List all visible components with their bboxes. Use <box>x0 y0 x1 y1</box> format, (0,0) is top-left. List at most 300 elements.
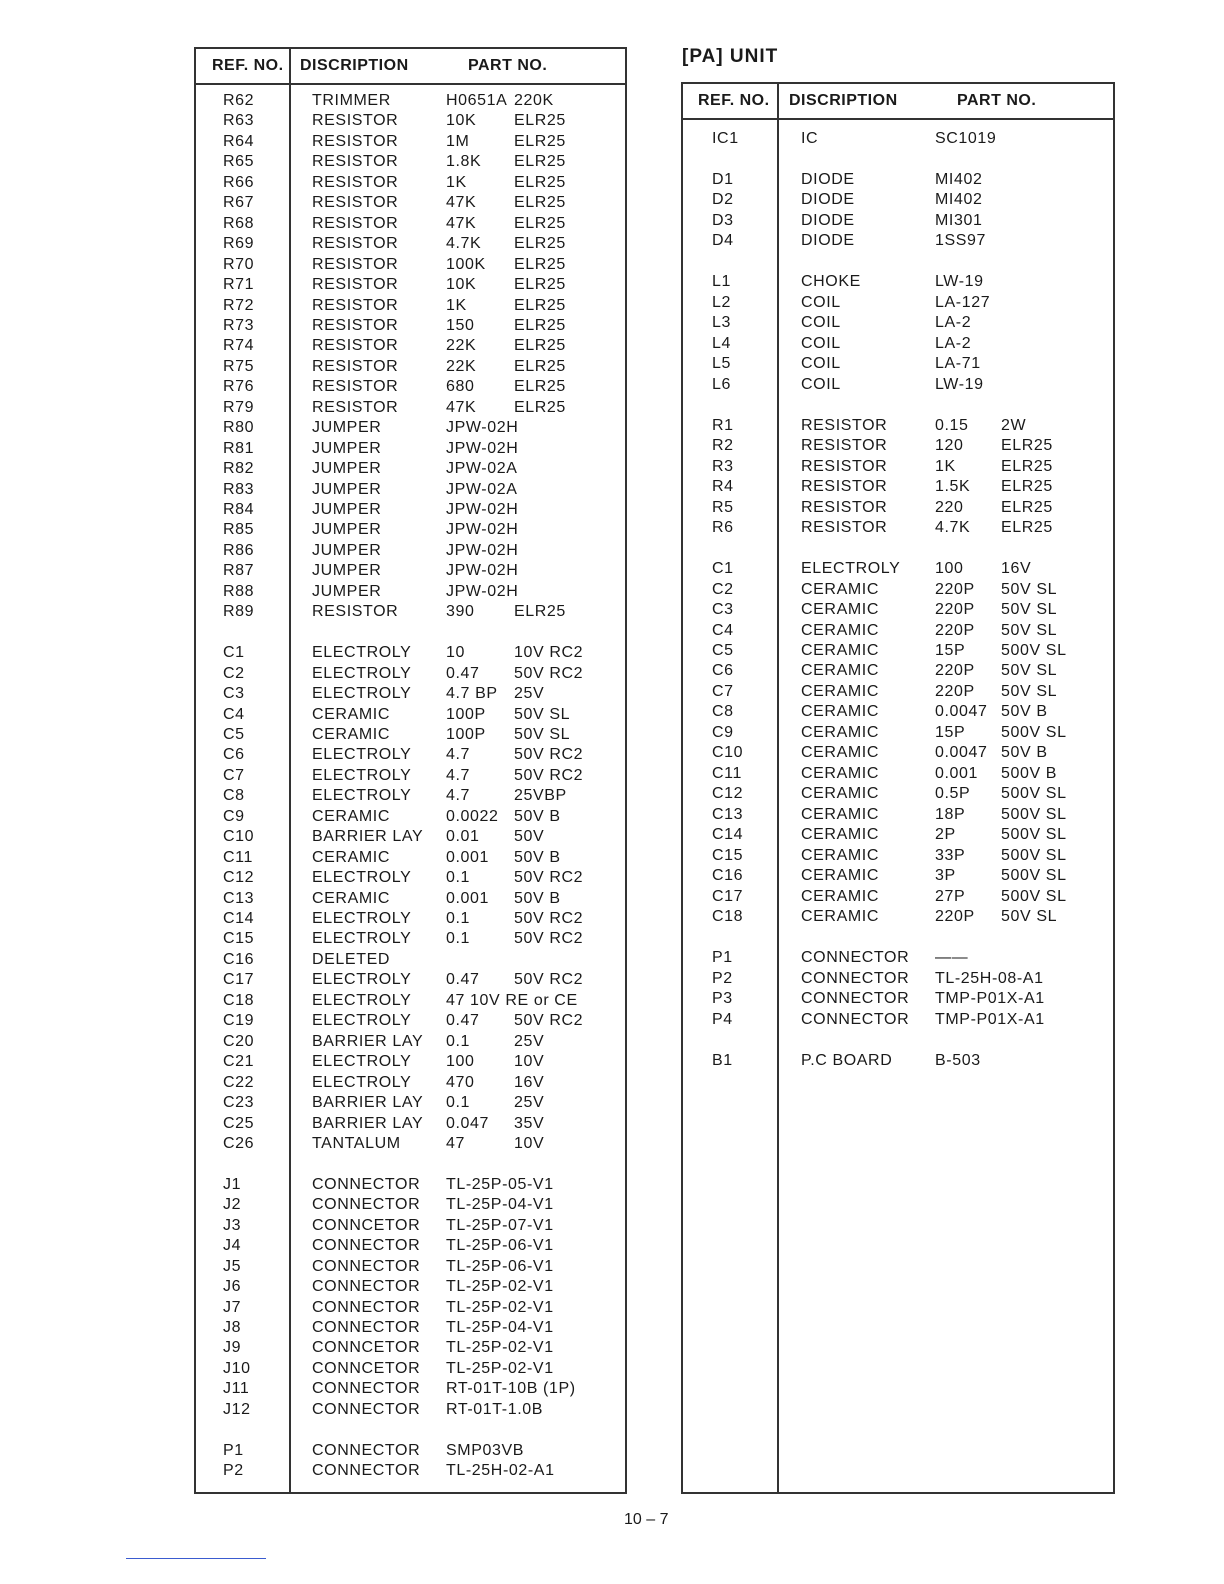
table-row <box>196 849 625 869</box>
table-row <box>196 746 625 766</box>
cell-ref: J2 <box>223 1196 242 1214</box>
table-row <box>683 765 1113 785</box>
table-row <box>196 583 625 603</box>
table-row <box>196 828 625 848</box>
cell-spec: ELR25 <box>1001 519 1053 537</box>
cell-part: LA-127 <box>935 293 991 311</box>
part-no-header: PART NO. <box>468 57 548 74</box>
cell-part: RT-01T-1.0B <box>446 1400 544 1418</box>
cell-spec: 50V RC2 <box>514 869 584 887</box>
cell-part: 3P <box>935 867 956 885</box>
cell-part: TL-25P-02-V1 <box>446 1298 554 1316</box>
table-row <box>196 1094 625 1114</box>
cell-part: 1K <box>446 296 467 314</box>
cell-part: 0.0047 <box>935 744 988 762</box>
cell-spec: ELR25 <box>514 276 566 294</box>
cell-part: 0.0047 <box>935 703 988 721</box>
cell-spec: 50V SL <box>1001 662 1058 680</box>
cell-desc: ELECTROLY <box>801 560 901 578</box>
cell-spec: 50V RC2 <box>514 664 584 682</box>
cell-ref: R3 <box>712 457 734 475</box>
cell-desc: COIL <box>801 355 841 373</box>
cell-spec: 500V SL <box>1001 642 1067 659</box>
cell-ref: C22 <box>223 1073 255 1091</box>
cell-part: 1M <box>446 132 470 150</box>
cell-desc: JUMPER <box>312 562 382 580</box>
cell-part: TL-25P-02-V1 <box>446 1359 554 1377</box>
cell-desc: RESISTOR <box>312 398 399 416</box>
cell-part: 1SS97 <box>935 232 987 250</box>
cell-ref: L5 <box>712 355 731 373</box>
cell-ref: L6 <box>712 375 731 393</box>
cell-part: JPW-02H <box>446 562 519 580</box>
spacer-row <box>683 1031 1113 1051</box>
cell-spec: ELR25 <box>514 316 566 334</box>
spacer-row <box>683 396 1113 416</box>
cell-ref: D2 <box>712 191 734 209</box>
cell-ref: J11 <box>223 1380 250 1398</box>
cell-ref: C1 <box>712 560 734 578</box>
cell-desc: TRIMMER <box>312 92 391 109</box>
cell-part: JPW-02H <box>446 521 519 539</box>
cell-spec: 25VBP <box>514 787 567 805</box>
cell-desc: RESISTOR <box>312 153 399 171</box>
table-row <box>196 235 625 255</box>
cell-spec: 50V RC2 <box>514 746 584 764</box>
table-row <box>683 724 1113 744</box>
table-row <box>683 560 1113 580</box>
cell-ref: R69 <box>223 235 255 253</box>
cell-part: JPW-02H <box>446 582 519 600</box>
cell-part: 0.15 <box>935 416 969 434</box>
cell-desc: DELETED <box>312 950 390 968</box>
cell-desc: CONNECTOR <box>312 1380 421 1398</box>
table-row <box>196 1176 625 1196</box>
cell-desc: JUMPER <box>312 541 382 559</box>
table-row <box>196 1053 625 1073</box>
cell-part: 220P <box>935 580 975 598</box>
cell-spec: ELR25 <box>514 153 566 171</box>
cell-desc: CONNECTOR <box>801 990 910 1008</box>
cell-part: TMP-P01X-A1 <box>935 990 1045 1008</box>
cell-spec: ELR25 <box>514 194 566 212</box>
table-row <box>683 703 1113 723</box>
cell-ref: C7 <box>712 682 734 700</box>
cell-ref: R5 <box>712 498 734 516</box>
cell-ref: R82 <box>223 460 255 478</box>
cell-spec: ELR25 <box>514 112 566 130</box>
cell-ref: R85 <box>223 521 255 539</box>
cell-desc: JUMPER <box>312 480 382 498</box>
table-row <box>683 744 1113 764</box>
cell-desc: ELECTROLY <box>312 1012 412 1030</box>
cell-desc: JUMPER <box>312 460 382 478</box>
cell-desc: CERAMIC <box>801 785 879 803</box>
cell-part: 470 <box>446 1073 475 1091</box>
table-row <box>196 808 625 828</box>
cell-spec: 50V RC2 <box>514 766 584 784</box>
cell-part: 0.001 <box>446 889 490 907</box>
cell-part: 1K <box>935 457 956 475</box>
cell-desc: CONNECTOR <box>312 1237 421 1255</box>
cell-part: 47K <box>446 398 477 416</box>
cell-part: 15P <box>935 642 966 659</box>
cell-part: 22K <box>446 337 477 355</box>
table-row <box>196 1012 625 1032</box>
cell-ref: L1 <box>712 273 731 291</box>
cell-part: TL-25P-07-V1 <box>446 1216 554 1234</box>
cell-ref: C20 <box>223 1032 255 1050</box>
cell-part: JPW-02H <box>446 439 519 457</box>
cell-ref: R71 <box>223 276 255 294</box>
cell-spec: 10V <box>514 1053 545 1071</box>
table-row <box>196 256 625 276</box>
cell-ref: C13 <box>712 805 744 823</box>
cell-part: 220P <box>935 601 975 619</box>
cell-ref: P3 <box>712 990 733 1008</box>
table-row <box>683 273 1113 293</box>
cell-desc: CONNCETOR <box>312 1216 421 1234</box>
cell-part: TL-25P-05-V1 <box>446 1175 554 1193</box>
table-row <box>196 1299 625 1319</box>
cell-part: SC1019 <box>935 130 997 147</box>
spacer-row <box>196 624 625 644</box>
table-row <box>196 1278 625 1298</box>
cell-part: LW-19 <box>935 273 984 291</box>
cell-ref: J6 <box>223 1278 242 1296</box>
cell-ref: J12 <box>223 1400 251 1418</box>
table-row <box>196 297 625 317</box>
table-row <box>683 581 1113 601</box>
table-row <box>683 970 1113 990</box>
cell-desc: ELECTROLY <box>312 685 412 703</box>
cell-desc: CONNECTOR <box>312 1298 421 1316</box>
cell-desc: CERAMIC <box>801 744 879 762</box>
cell-desc: COIL <box>801 334 841 352</box>
cell-desc: CERAMIC <box>312 705 390 723</box>
spacer-row <box>683 253 1113 273</box>
spacer-row <box>196 1421 625 1441</box>
cell-spec: ELR25 <box>1001 478 1053 496</box>
cell-ref: C14 <box>712 826 744 844</box>
cell-desc: P.C BOARD <box>801 1051 893 1069</box>
table-row <box>683 232 1113 252</box>
cell-desc: CERAMIC <box>801 764 879 782</box>
table-row <box>196 562 625 582</box>
cell-desc: RESISTOR <box>312 276 399 294</box>
cell-ref: R67 <box>223 194 255 212</box>
cell-part: LW-19 <box>935 375 984 393</box>
cell-ref: C18 <box>223 991 255 1009</box>
cell-part: 0.0022 <box>446 807 499 825</box>
table-row <box>683 437 1113 457</box>
cell-ref: P2 <box>223 1462 244 1480</box>
cell-part: 22K <box>446 357 477 375</box>
table-row <box>196 153 625 173</box>
cell-spec: 500V SL <box>1001 723 1067 741</box>
cell-desc: COIL <box>801 293 841 311</box>
cell-part: 47 <box>446 1134 465 1152</box>
table-row <box>683 191 1113 211</box>
cell-desc: ELECTROLY <box>312 787 412 805</box>
cell-part: 47K <box>446 214 477 232</box>
cell-part: TL-25P-06-V1 <box>446 1237 554 1255</box>
cell-part: 220 <box>935 498 964 516</box>
cell-desc: RESISTOR <box>312 194 399 212</box>
cell-part: 220P <box>935 682 975 700</box>
cell-part: JPW-02A <box>446 460 518 478</box>
cell-desc: RESISTOR <box>312 337 399 355</box>
cell-ref: C10 <box>712 744 744 762</box>
cell-part: 10K <box>446 112 477 130</box>
cell-ref: R83 <box>223 480 255 498</box>
table-row <box>196 1196 625 1216</box>
cell-ref: R88 <box>223 582 255 600</box>
cell-part: LA-2 <box>935 334 972 352</box>
cell-desc: RESISTOR <box>312 603 399 621</box>
table-row <box>683 990 1113 1010</box>
cell-spec: 50V RC2 <box>514 930 584 948</box>
cell-desc: ELECTROLY <box>312 664 412 682</box>
cell-spec: 500V SL <box>1001 805 1067 823</box>
cell-part: 150 <box>446 316 475 334</box>
cell-ref: C7 <box>223 766 245 784</box>
cell-part: TL-25P-04-V1 <box>446 1196 554 1214</box>
ref-no-header: REF. NO. <box>698 92 770 109</box>
cell-desc: CHOKE <box>801 273 861 291</box>
cell-ref: R4 <box>712 478 734 496</box>
cell-desc: RESISTOR <box>312 357 399 375</box>
cell-desc: CERAMIC <box>312 848 390 866</box>
cell-desc: ELECTROLY <box>312 910 412 927</box>
cell-ref: C4 <box>223 705 245 723</box>
cell-spec: 500V SL <box>1001 846 1067 864</box>
cell-part: 390 <box>446 603 475 621</box>
cell-desc: ELECTROLY <box>312 766 412 784</box>
ref-no-header: REF. NO. <box>212 57 284 74</box>
cell-part: 15P <box>935 723 966 741</box>
cell-spec: ELR25 <box>514 378 566 396</box>
cell-desc: CERAMIC <box>801 908 879 926</box>
table-row <box>196 1115 625 1135</box>
cell-desc: CERAMIC <box>801 805 879 823</box>
cell-ref: R65 <box>223 153 255 171</box>
cell-ref: D3 <box>712 211 734 229</box>
table-row <box>196 685 625 705</box>
cell-part: 0.1 <box>446 1094 471 1112</box>
table-row <box>196 440 625 460</box>
cell-desc: RESISTOR <box>312 173 399 191</box>
cell-desc: CERAMIC <box>801 621 879 639</box>
cell-part: TL-25H-02-A1 <box>446 1462 555 1480</box>
cell-spec: 50V SL <box>514 705 571 723</box>
cell-part: SMP03VB <box>446 1441 525 1459</box>
cell-desc: CONNECTOR <box>801 969 910 987</box>
cell-ref: C2 <box>223 664 245 682</box>
cell-spec: ELR25 <box>514 398 566 416</box>
table-row <box>196 644 625 664</box>
table-row <box>683 171 1113 191</box>
cell-ref: L4 <box>712 334 731 352</box>
cell-spec: 50V SL <box>1001 908 1058 926</box>
cell-desc: CONNECTOR <box>312 1441 421 1459</box>
cell-ref: R68 <box>223 214 255 232</box>
cell-ref: P4 <box>712 1010 733 1028</box>
cell-ref: C17 <box>223 971 255 989</box>
cell-part: 4.7K <box>446 235 482 253</box>
cell-desc: CONNECTOR <box>312 1278 421 1296</box>
cell-spec: 35V <box>514 1114 545 1132</box>
cell-spec: ELR25 <box>514 255 566 273</box>
cell-desc: CERAMIC <box>801 887 879 905</box>
cell-desc: DIODE <box>801 232 855 250</box>
cell-desc: RESISTOR <box>801 457 888 475</box>
cell-desc: RESISTOR <box>312 316 399 334</box>
cell-ref: R66 <box>223 173 255 191</box>
cell-spec: 220K <box>514 92 554 109</box>
table-row <box>683 519 1113 539</box>
cell-ref: R6 <box>712 519 734 537</box>
cell-ref: J7 <box>223 1298 242 1316</box>
cell-ref: P2 <box>712 969 733 987</box>
cell-part: MI301 <box>935 211 983 229</box>
table-row <box>683 847 1113 867</box>
table-row <box>683 314 1113 334</box>
cell-ref: C23 <box>223 1094 255 1112</box>
cell-part: JPW-02A <box>446 480 518 498</box>
table-row <box>196 1033 625 1053</box>
cell-desc: JUMPER <box>312 521 382 539</box>
cell-ref: C5 <box>712 642 734 659</box>
cell-part: 100P <box>446 725 486 743</box>
cell-desc: ELECTROLY <box>312 991 412 1009</box>
cell-part: 0.1 <box>446 930 471 948</box>
table-row <box>196 399 625 419</box>
cell-part: JPW-02H <box>446 419 519 437</box>
table-row <box>683 601 1113 621</box>
cell-desc: RESISTOR <box>312 378 399 396</box>
cell-spec: ELR25 <box>514 603 566 621</box>
cell-desc: JUMPER <box>312 439 382 457</box>
cell-desc: CERAMIC <box>312 889 390 907</box>
cell-spec: 25V <box>514 1032 545 1050</box>
cell-desc: RESISTOR <box>312 112 399 130</box>
cell-part: 4.7 <box>446 766 471 784</box>
table-row <box>683 478 1113 498</box>
table-row <box>683 499 1113 519</box>
cell-desc: RESISTOR <box>312 255 399 273</box>
table-row <box>196 971 625 991</box>
cell-desc: BARRIER LAY <box>312 1114 424 1132</box>
cell-ref: R75 <box>223 357 255 375</box>
cell-ref: R79 <box>223 398 255 416</box>
table-row <box>683 867 1113 887</box>
description-header: DISCRIPTION <box>300 57 409 74</box>
cell-ref: C11 <box>223 848 253 866</box>
table-row <box>196 112 625 132</box>
cell-ref: L3 <box>712 314 731 332</box>
cell-part: —— <box>935 949 969 967</box>
cell-spec: ELR25 <box>1001 457 1053 475</box>
table-row <box>683 908 1113 928</box>
cell-part: TL-25P-02-V1 <box>446 1339 554 1357</box>
cell-ref: IC1 <box>712 130 739 147</box>
cell-desc: CONNCETOR <box>312 1359 421 1377</box>
left-parts-table <box>194 47 627 1494</box>
cell-part: 220P <box>935 908 975 926</box>
table-row <box>683 1011 1113 1031</box>
cell-part: 4.7 <box>446 746 471 764</box>
cell-part: 120 <box>935 437 964 455</box>
cell-part: 10K <box>446 276 477 294</box>
cell-spec: ELR25 <box>514 214 566 232</box>
spacer-row <box>683 150 1113 170</box>
cell-desc: JUMPER <box>312 501 382 518</box>
cell-part: TL-25H-08-A1 <box>935 969 1044 987</box>
cell-ref: C14 <box>223 910 255 927</box>
table-row <box>196 276 625 296</box>
cell-ref: C26 <box>223 1134 255 1152</box>
cell-desc: CERAMIC <box>801 662 879 680</box>
table-row <box>683 642 1113 662</box>
table-row <box>196 501 625 521</box>
cell-desc: ELECTROLY <box>312 644 412 662</box>
cell-ref: C9 <box>712 723 734 741</box>
cell-desc: CONNECTOR <box>801 949 910 967</box>
cell-desc: ELECTROLY <box>312 869 412 887</box>
cell-part: 220P <box>935 662 975 680</box>
cell-ref: R84 <box>223 501 255 518</box>
cell-ref: C8 <box>712 703 734 721</box>
cell-part: 10 <box>446 644 465 662</box>
cell-desc: BARRIER LAY <box>312 828 424 846</box>
table-row <box>196 992 625 1012</box>
cell-ref: J3 <box>223 1216 242 1234</box>
cell-spec: 50V B <box>1001 703 1048 721</box>
cell-desc: CERAMIC <box>801 642 879 659</box>
cell-desc: RESISTOR <box>801 416 888 434</box>
cell-desc: CONNECTOR <box>312 1462 421 1480</box>
cell-spec: 500V SL <box>1001 785 1067 803</box>
cell-spec: 16V <box>514 1073 545 1091</box>
table-row <box>196 1380 625 1400</box>
cell-ref: P1 <box>712 949 733 967</box>
table-row <box>683 294 1113 314</box>
cell-spec: ELR25 <box>514 132 566 150</box>
table-row <box>196 951 625 971</box>
table-row <box>683 683 1113 703</box>
cell-spec: 50V SL <box>1001 580 1058 598</box>
cell-desc: ELECTROLY <box>312 930 412 948</box>
cell-ref: J1 <box>223 1175 242 1193</box>
cell-part: 0.5P <box>935 785 971 803</box>
table-row <box>196 215 625 235</box>
table-row <box>196 1360 625 1380</box>
cell-ref: J8 <box>223 1319 242 1336</box>
cell-spec: 500V SL <box>1001 867 1067 885</box>
cell-desc: CERAMIC <box>801 703 879 721</box>
cell-part: 1K <box>446 173 467 191</box>
right-table-header <box>683 84 1113 120</box>
table-row <box>196 378 625 398</box>
cell-ref: R64 <box>223 132 255 150</box>
cell-ref: C19 <box>223 1012 255 1030</box>
cell-desc: COIL <box>801 375 841 393</box>
table-row <box>196 317 625 337</box>
page-number: 10 – 7 <box>624 1511 669 1528</box>
cell-part: MI402 <box>935 170 983 188</box>
cell-part: 2P <box>935 826 956 844</box>
